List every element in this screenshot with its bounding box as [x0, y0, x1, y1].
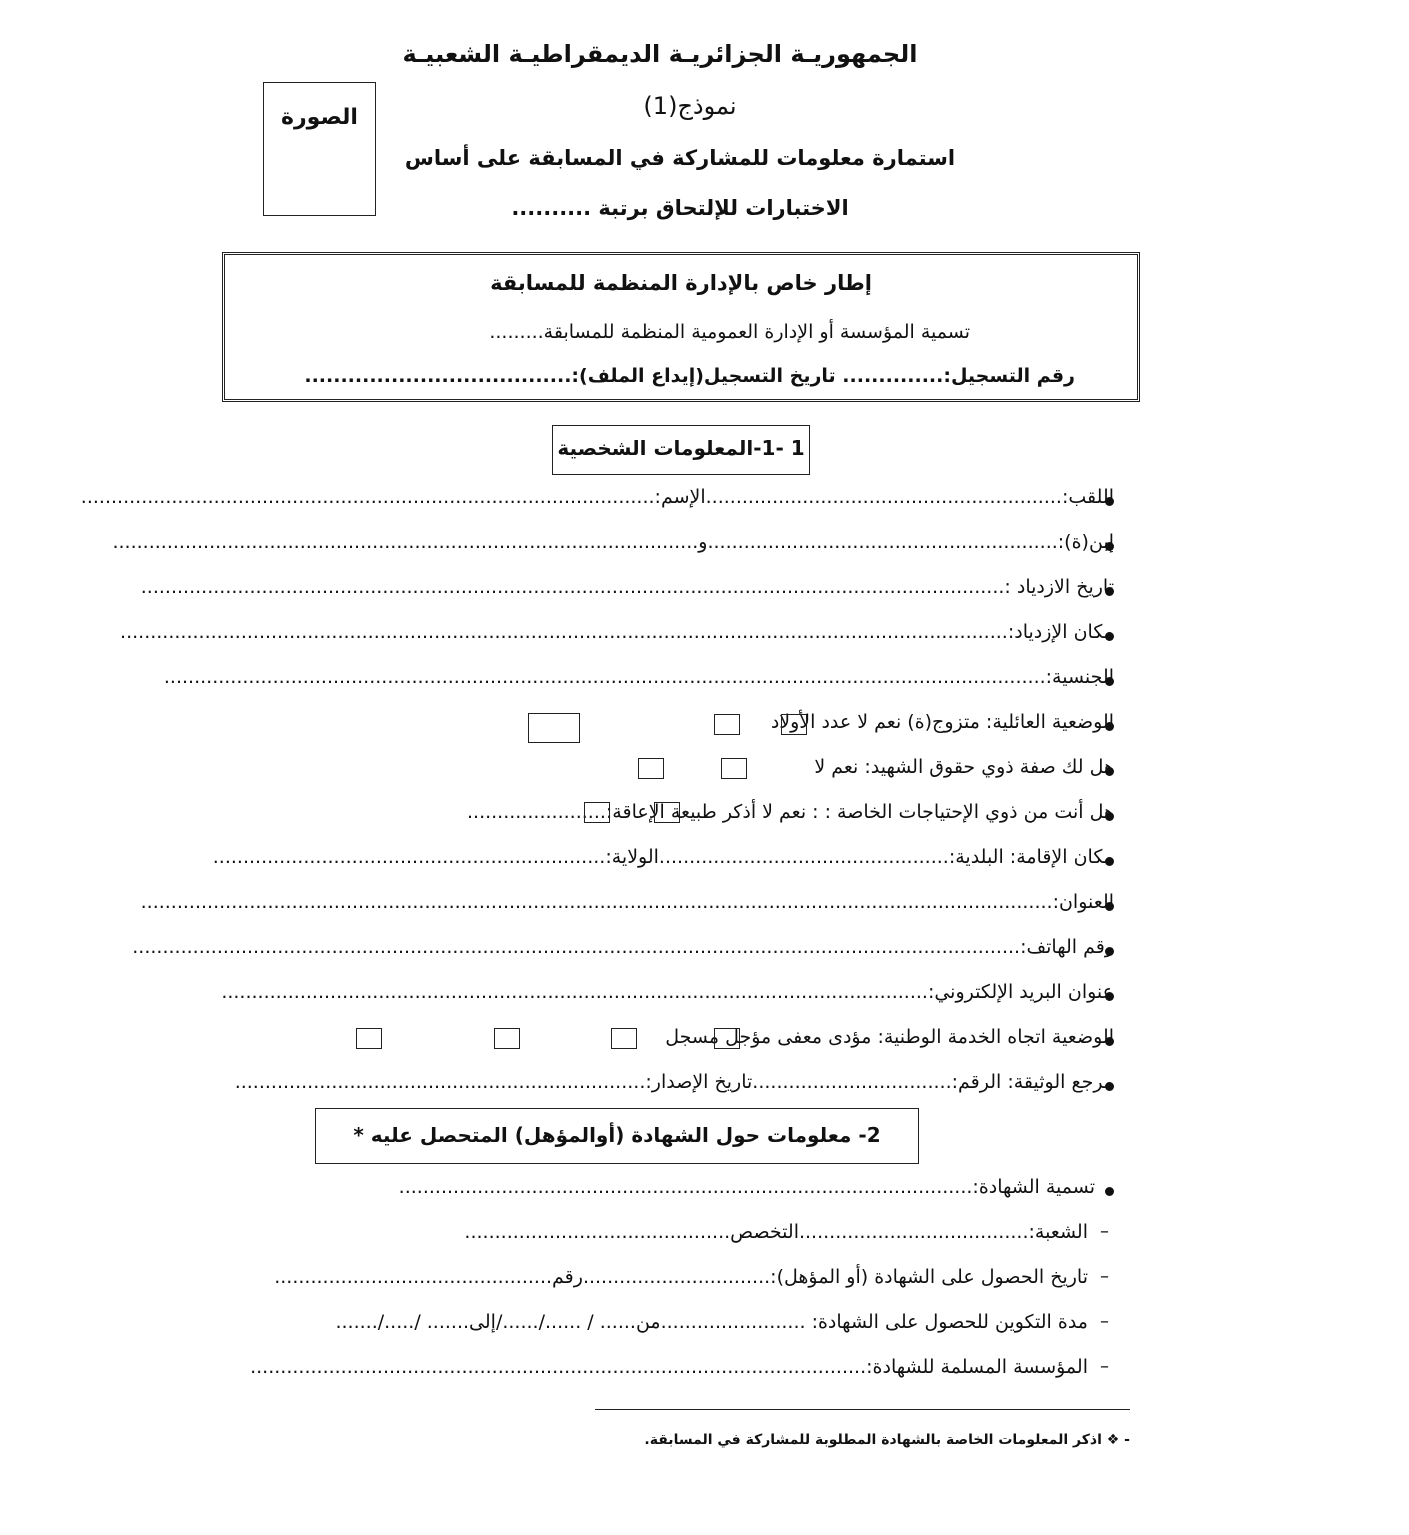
issuing-institution-field[interactable]: المؤسسة المسلمة للشهادة:......................................................................................................: [250, 1356, 1088, 1378]
degree-obtain-date-field[interactable]: تاريخ الحصول على الشهادة (أو المؤهل):...............................رقم..............................................: [274, 1266, 1088, 1288]
martyr-status-label: هل لك صفة ذوي حقوق الشهيد: نعم لا: [814, 756, 1114, 778]
military-status-label: الوضعية اتجاه الخدمة الوطنية: مؤدى معفى مؤجل مسجل: [665, 1026, 1114, 1048]
military-registered-checkbox[interactable]: [356, 1028, 382, 1049]
address-field[interactable]: العنوان:.......................................................................................................................................................: [140, 891, 1114, 913]
institution-name-field[interactable]: تسمية المؤسسة أو الإدارة العمومية المنظمة للمسابقة.........: [489, 321, 970, 343]
form-title: استمارة معلومات للمشاركة في المسابقة على أساس: [404, 146, 956, 170]
degree-name-field[interactable]: تسمية الشهادة:...............................................................................................: [398, 1176, 1095, 1198]
military-deferred-checkbox[interactable]: [494, 1028, 520, 1049]
footnote-divider: [595, 1409, 1130, 1410]
email-field[interactable]: عنوان البريد الإلكتروني:.....................................................................................................................: [221, 981, 1114, 1003]
birth-date-field[interactable]: تاريخ الازدياد :...............................................................................................................................................: [140, 576, 1114, 598]
children-count-box[interactable]: [528, 713, 580, 743]
registration-field[interactable]: رقم التسجيل:.............. تاريخ التسجيل(إيداع الملف):.....................................: [304, 365, 1075, 387]
parent-name-field[interactable]: إبن(ة):..........................................................و.................................................................................................: [112, 531, 1114, 553]
martyr-no-checkbox[interactable]: [638, 758, 664, 779]
document-reference-field[interactable]: مرجع الوثيقة: الرقم:.................................تاريخ الإصدار:....................................................................: [234, 1071, 1114, 1093]
special-needs-field[interactable]: هل أنت من ذوي الإحتياجات الخاصة : : نعم لا أذكر طبيعة الإعاقة:.......................: [466, 801, 1114, 823]
training-duration-field[interactable]: مدة التكوين للحصول على الشهادة: ........................من...... / ....../....../إلى....... /...../.......: [335, 1311, 1088, 1333]
footnote: - ❖ اذكر المعلومات الخاصة بالشهادة المطلوبة للمشاركة في المسابقة.: [644, 1432, 1130, 1448]
form-subtitle: الاختبارات للإلتحاق برتبة ..........: [511, 196, 849, 220]
section2-title: 2- معلومات حول الشهادة (أوالمؤهل) المتحصل عليه *: [353, 1123, 881, 1147]
admin-frame-title: إطار خاص بالإدارة المنظمة للمسابقة: [490, 271, 872, 295]
surname-name-field[interactable]: اللقب:...........................................................الإسم:...............................................................................................: [80, 486, 1114, 508]
special-needs-no-checkbox[interactable]: [584, 802, 610, 823]
bullet-icon: [1100, 1181, 1114, 1195]
phone-field[interactable]: رقم الهاتف:...................................................................................................................................................: [132, 936, 1114, 958]
photo-label: الصورة: [281, 105, 358, 130]
admin-frame: [222, 252, 1140, 402]
section2-header: [315, 1108, 919, 1164]
branch-specialty-field[interactable]: الشعبة:......................................التخصص............................................: [464, 1221, 1088, 1243]
martyr-yes-checkbox[interactable]: [721, 758, 747, 779]
dash-icon: –: [1100, 1221, 1109, 1242]
section1-title: 1 -1-المعلومات الشخصية: [557, 436, 805, 460]
family-status-label: الوضعية العائلية: متزوج(ة) نعم لا عدد الأولاد: [770, 711, 1114, 733]
married-yes-checkbox[interactable]: [781, 714, 807, 735]
dash-icon: –: [1100, 1311, 1109, 1332]
dash-icon: –: [1100, 1266, 1109, 1287]
photo-box: [263, 82, 376, 216]
residence-field[interactable]: مكان الإقامة: البلدية:................................................الولاية:.................................................................: [212, 846, 1114, 868]
birth-place-field[interactable]: مكان الإزدياد:...................................................................................................................................................: [120, 621, 1114, 643]
header-republic: الجمهوريـة الجزائريـة الديمقراطيـة الشعبيـة: [402, 40, 918, 68]
nationality-field[interactable]: الجنسية:..................................................................................................................................................: [163, 666, 1114, 688]
section1-header: [552, 425, 810, 475]
military-done-checkbox[interactable]: [714, 1028, 740, 1049]
married-no-checkbox[interactable]: [714, 714, 740, 735]
military-exempt-checkbox[interactable]: [611, 1028, 637, 1049]
header-model-number: نموذج(1): [643, 92, 737, 120]
dash-icon: –: [1100, 1356, 1109, 1377]
special-needs-yes-checkbox[interactable]: [654, 802, 680, 823]
